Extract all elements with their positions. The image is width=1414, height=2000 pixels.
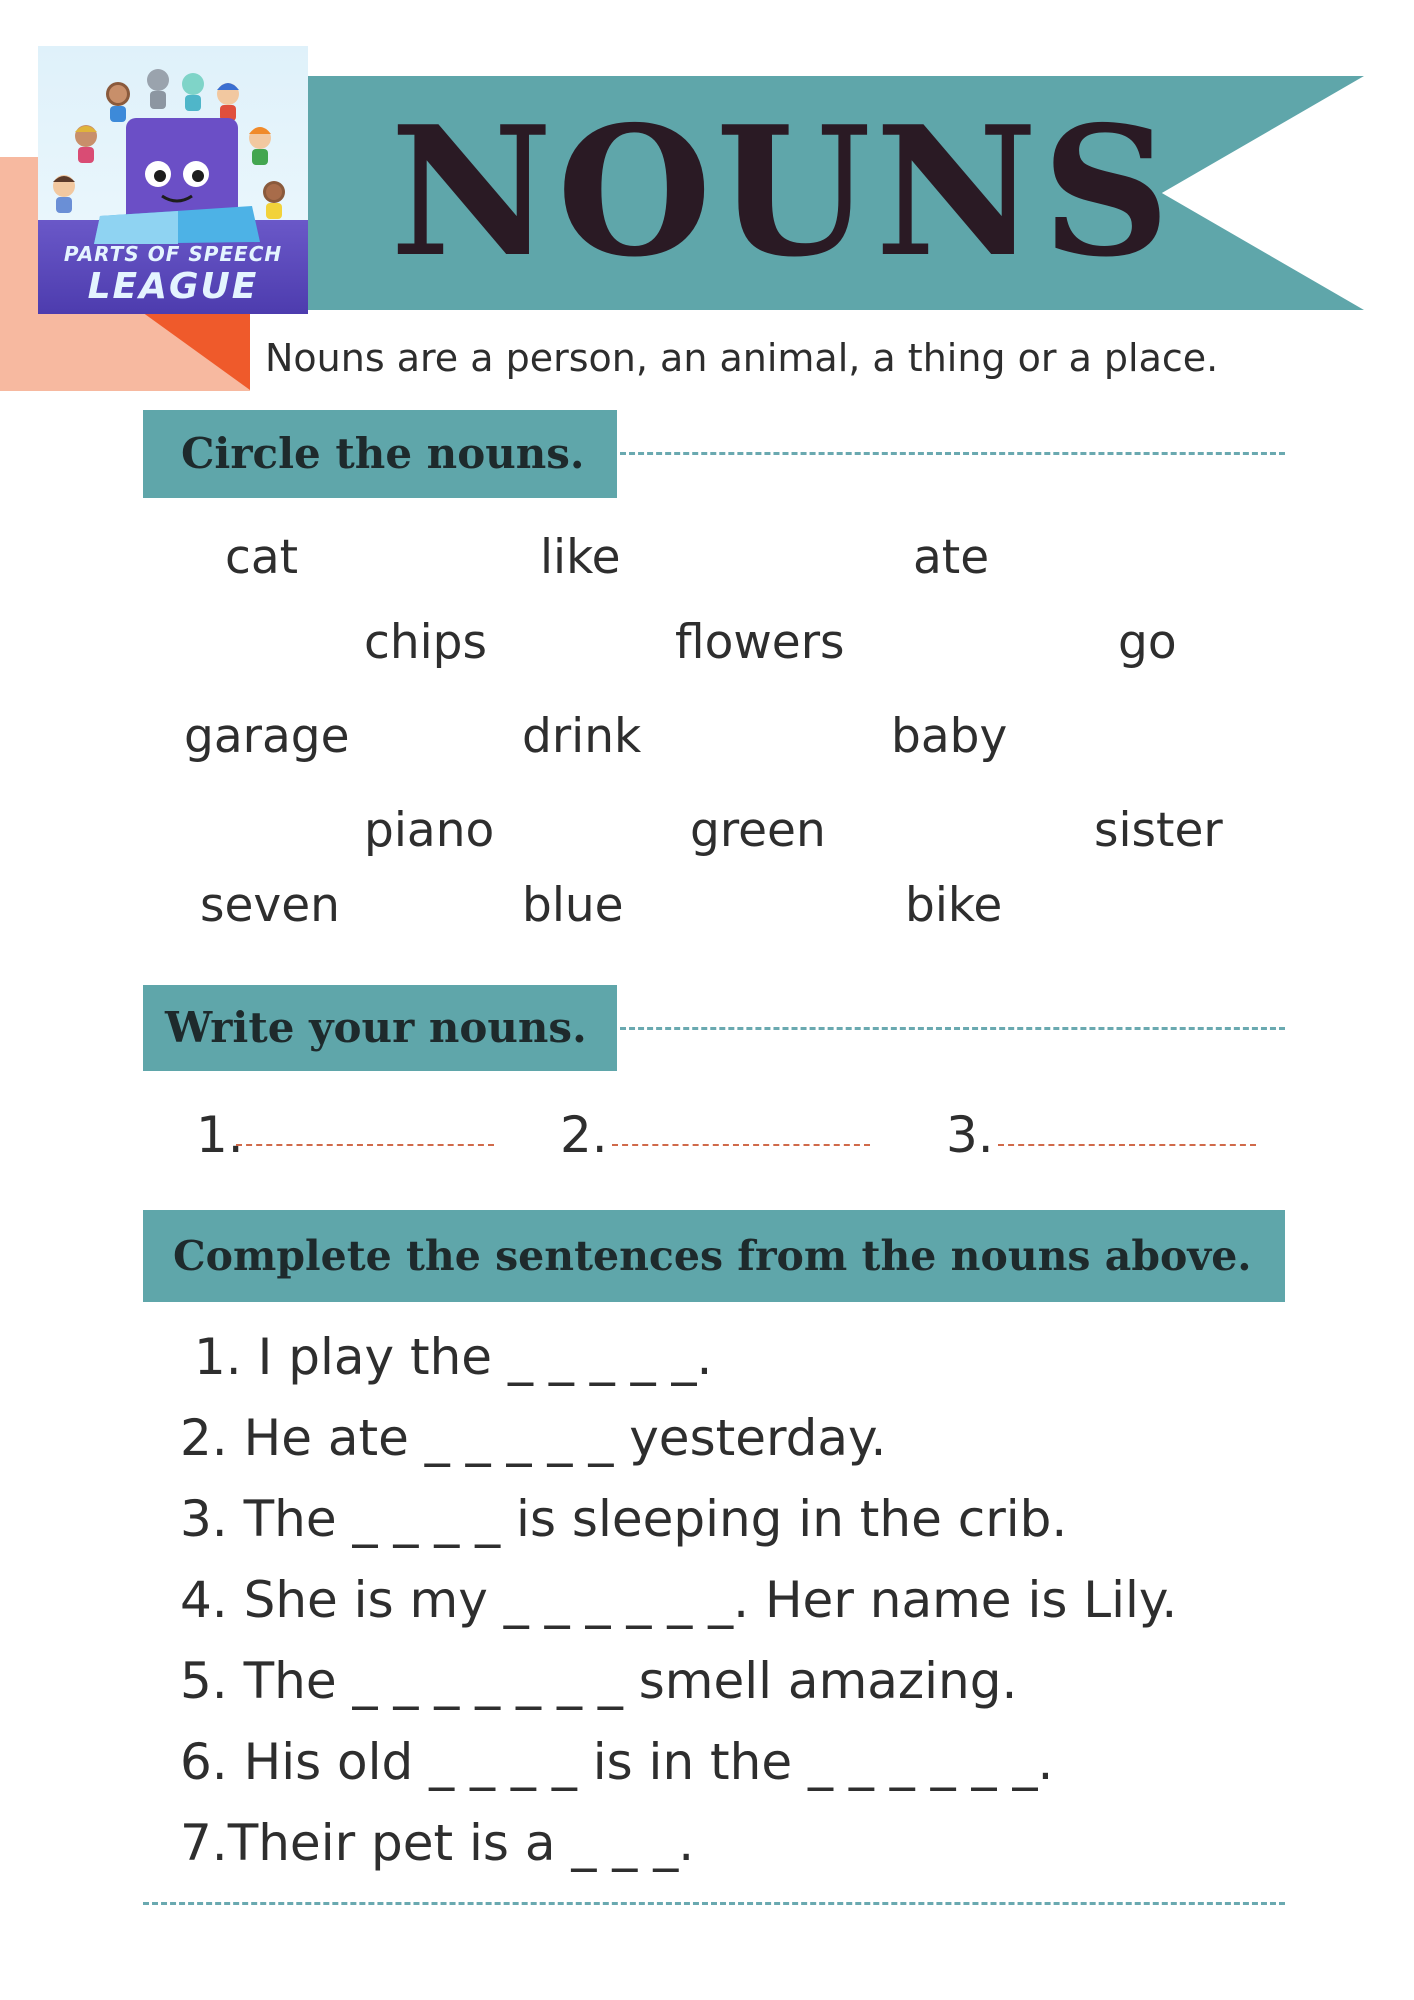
word-item[interactable]: ate	[913, 530, 990, 585]
kid-character-icon	[75, 125, 97, 163]
section-heading-complete-sentences: Complete the sentences from the nouns above.	[143, 1210, 1285, 1302]
word-item[interactable]: baby	[891, 709, 1008, 764]
robot-character-icon	[147, 69, 169, 109]
kid-character-icon	[217, 83, 239, 121]
blank-number: 1.	[196, 1106, 244, 1164]
word-item[interactable]: like	[540, 530, 621, 585]
sentence-item: 4. She is my _ _ _ _ _ _. Her name is Lily.	[180, 1571, 1178, 1629]
dashed-divider	[620, 452, 1285, 455]
alien-character-icon	[182, 73, 204, 111]
logo-text-line2: LEAGUE	[87, 266, 259, 307]
sentence-item: 2. He ate _ _ _ _ _ yesterday.	[180, 1409, 887, 1467]
kid-character-icon	[106, 82, 130, 122]
section-heading-circle-nouns: Circle the nouns.	[143, 410, 617, 498]
blank-number: 2.	[560, 1106, 608, 1164]
answer-blank[interactable]	[998, 1144, 1256, 1146]
page-title: NOUNS	[390, 87, 1175, 296]
sentence-item: 7.Their pet is a _ _ _.	[180, 1814, 695, 1872]
sentence-item: 5. The _ _ _ _ _ _ _ smell amazing.	[180, 1652, 1018, 1710]
word-item[interactable]: sister	[1094, 803, 1223, 858]
word-item[interactable]: seven	[200, 878, 340, 933]
word-item[interactable]: bike	[905, 878, 1003, 933]
answer-blank[interactable]	[612, 1144, 870, 1146]
word-item[interactable]: green	[690, 803, 826, 858]
kid-character-icon	[249, 127, 271, 165]
sentence-item: 6. His old _ _ _ _ is in the _ _ _ _ _ _.	[180, 1733, 1054, 1791]
page-subtitle: Nouns are a person, an animal, a thing or a place.	[265, 336, 1219, 380]
dashed-divider-bottom	[143, 1902, 1285, 1905]
logo-text-line1: PARTS OF SPEECH	[63, 242, 283, 266]
word-item[interactable]: chips	[364, 615, 488, 670]
word-item[interactable]: drink	[522, 709, 642, 764]
kid-character-icon	[53, 175, 75, 213]
word-item[interactable]: cat	[225, 530, 299, 585]
word-item[interactable]: flowers	[675, 615, 845, 670]
book-character-icon	[94, 118, 260, 244]
kid-character-icon	[263, 181, 285, 219]
dashed-divider	[620, 1027, 1285, 1030]
word-item[interactable]: piano	[364, 803, 495, 858]
sentence-item: 3. The _ _ _ _ is sleeping in the crib.	[180, 1490, 1068, 1548]
sentence-item: 1. I play the _ _ _ _ _.	[194, 1328, 713, 1386]
answer-blank[interactable]	[236, 1144, 494, 1146]
blank-number: 3.	[946, 1106, 994, 1164]
word-item[interactable]: garage	[184, 709, 350, 764]
word-item[interactable]: blue	[522, 878, 624, 933]
section-heading-write-nouns: Write your nouns.	[143, 985, 617, 1071]
parts-of-speech-league-logo	[38, 46, 308, 314]
word-item[interactable]: go	[1118, 615, 1177, 670]
